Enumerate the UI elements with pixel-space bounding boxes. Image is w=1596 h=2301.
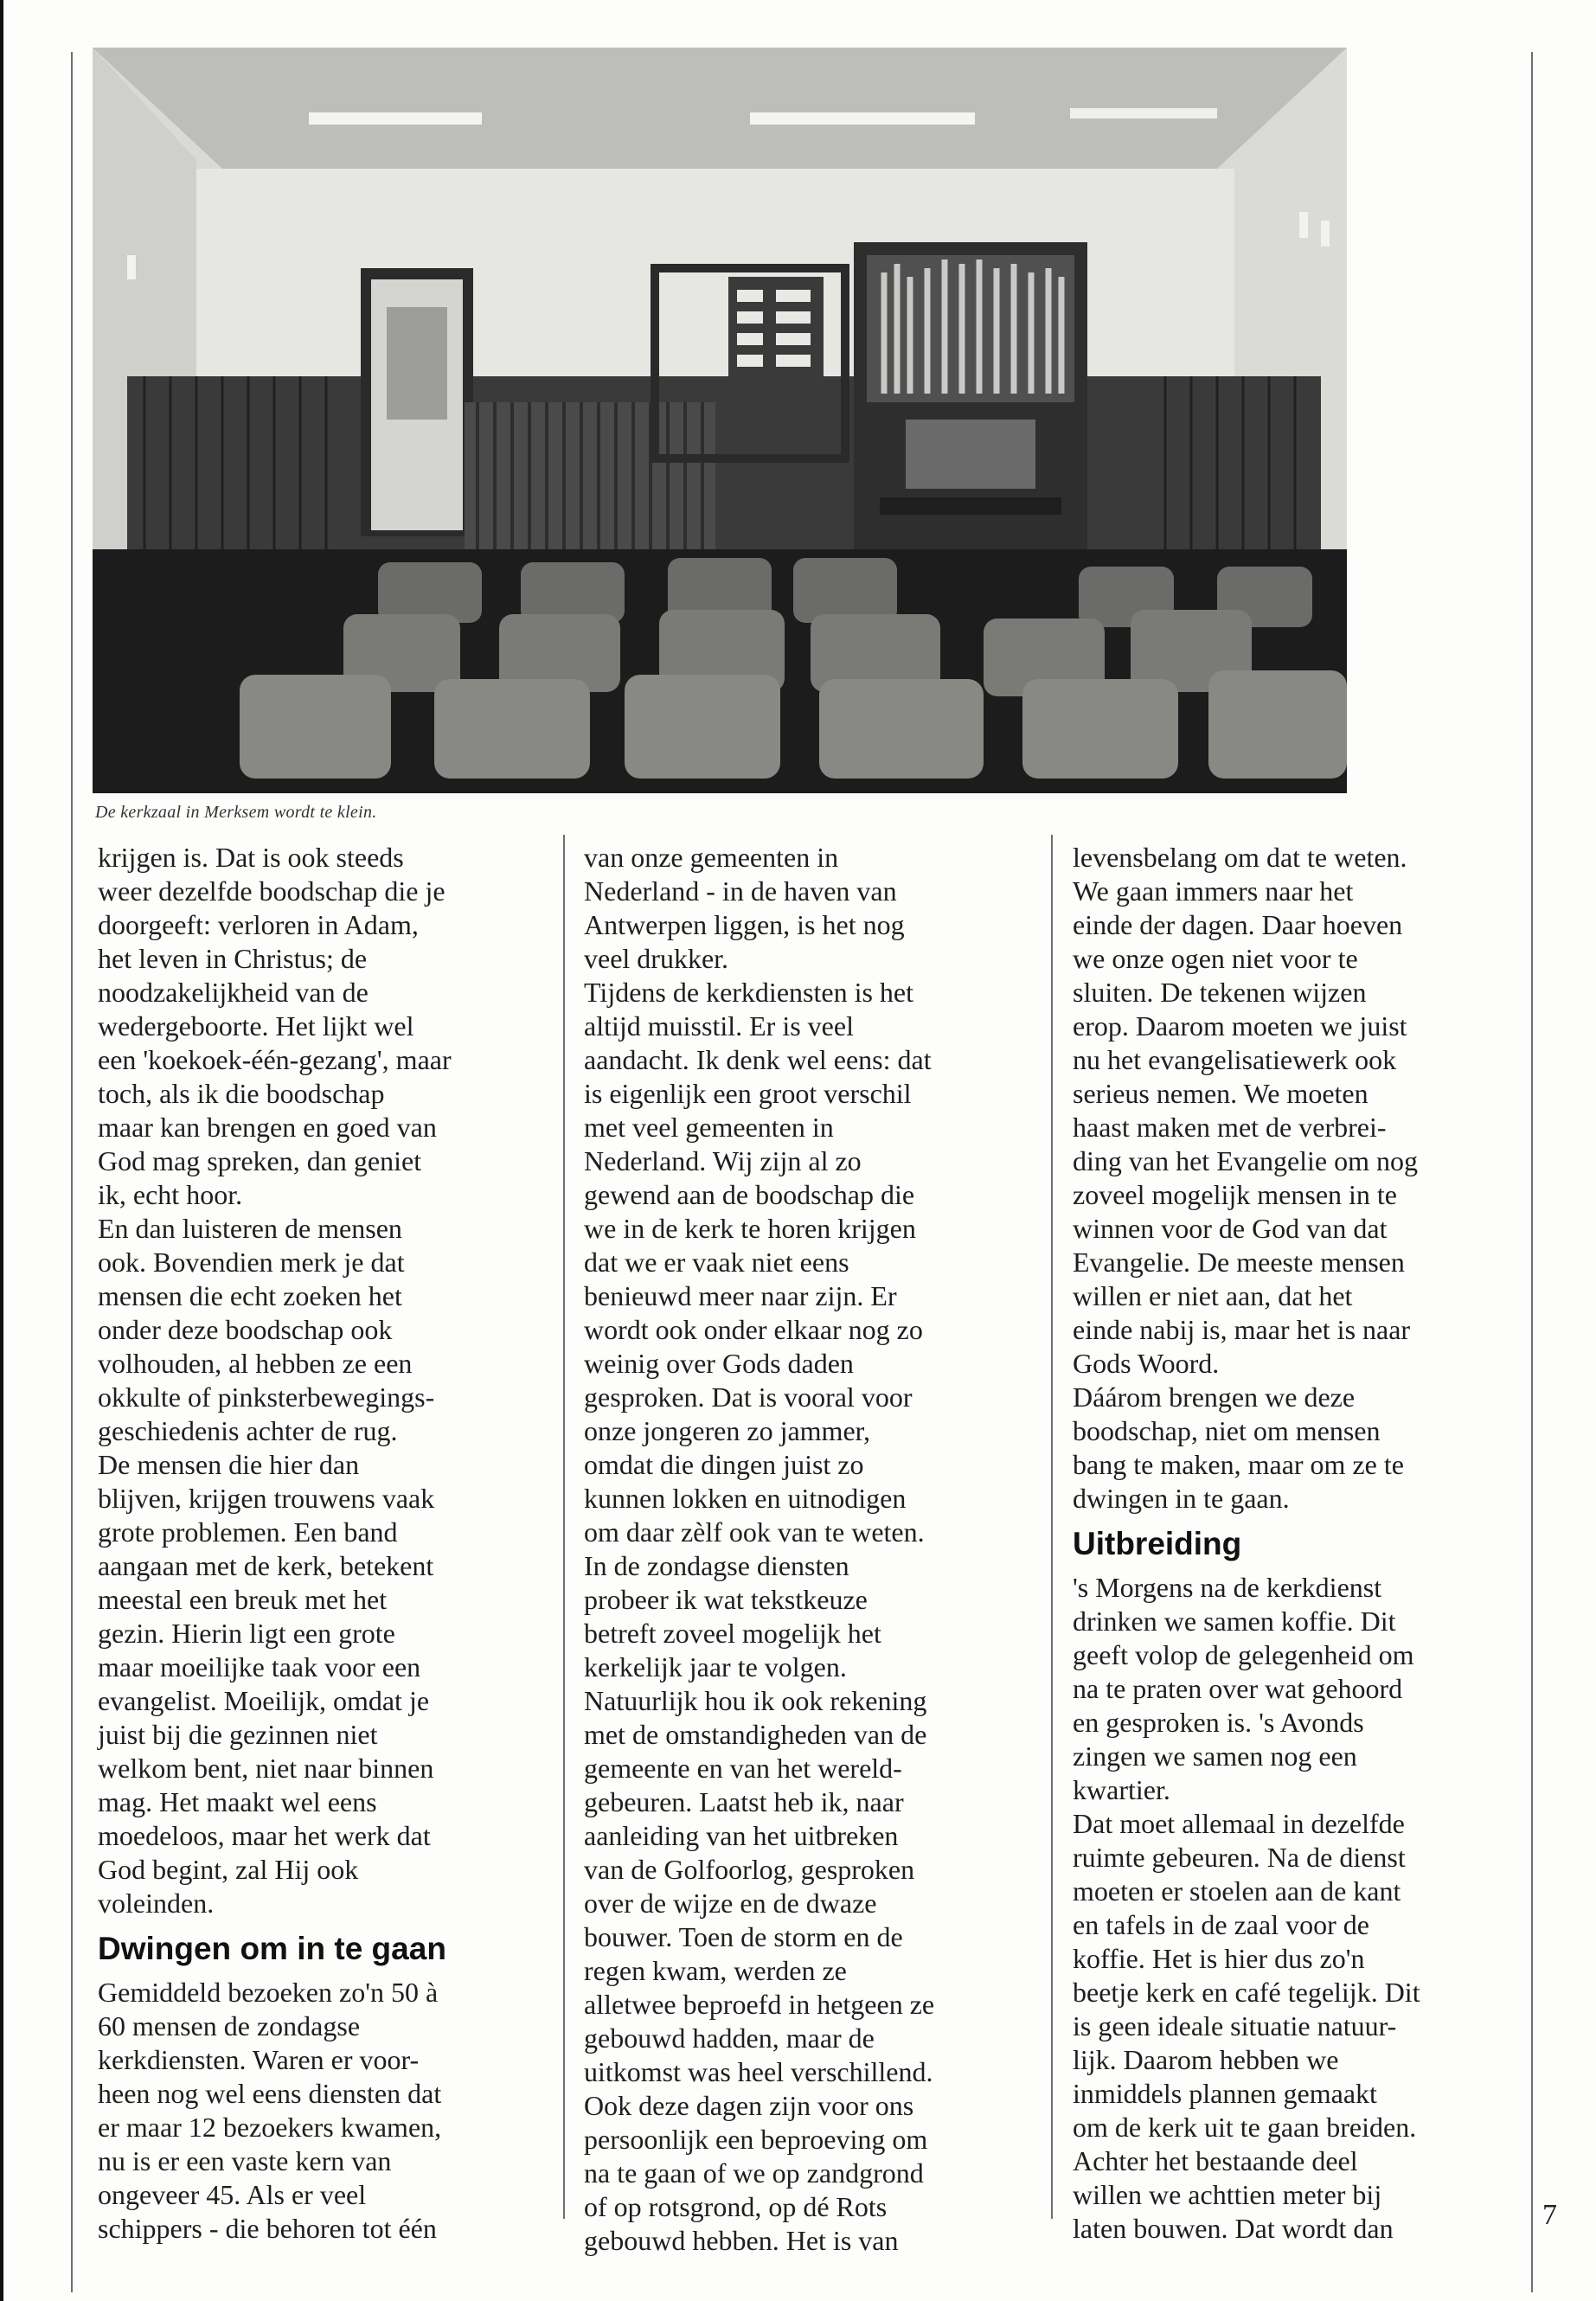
paragraph: levensbelang om dat te weten. We gaan immers naar het einde der dagen. Daar hoeven we onze ogen niet voor te sluiten. De tekenen wijzen erop. Daarom moeten we juist nu het evangelisatiewerk ook serieus nemen. We moeten haast maken met de verbrei- ding van het Evangelie om nog zoveel mogelijk mensen in te winnen voor de God van dat Evangelie. De meeste mensen willen er niet aan, dat het einde nabij is, maar het is naar Gods Woord. [1073,842,1419,1379]
paragraph: De mensen die hier dan blijven, krijgen trouwens vaak grote problemen. Een band aangaan met de kerk, betekent meestal een breuk met het gezin. Hierin ligt een grote maar moeilijke taak voor een evangelist. Moeilijk, omdat je juist bij die gezinnen niet welkom bent, niet naar binnen mag. Het maakt wel eens moedeloos, maar het werk dat God begint, zal Hij ook voleinden. [98,1449,435,1919]
page-number: 7 [1542,2199,1557,2231]
paragraph: van onze gemeenten in Nederland - in de haven van Antwerpen liggen, is het nog veel drukker. [584,842,905,974]
right-column-rule [1531,52,1533,2292]
paragraph: Gemiddeld bezoeken zo'n 50 à 60 mensen de zondagse kerkdiensten. Waren er voor- heen nog wel eens diensten dat er maar 12 bezoekers kwamen, nu is er een vaste kern van ongeveer 45. Als er veel schippers - die behoren tot één [98,1977,442,2244]
paragraph: krijgen is. Dat is ook steeds weer dezelfde boodschap die je doorgeeft: verloren in Adam, het leven in Christus; de noodzakelijkheid van de wedergeboorte. Het lijkt wel een 'koekoek-één-gezang', maar toch, als ik die boodschap maar kan brengen en goed van God mag spreken, dan geniet ik, echt hoor. [98,842,452,1210]
paragraph: Ook deze dagen zijn voor ons persoonlijk een beproeving om na te gaan of we op zandgrond of op rotsgrond, op dé Rots gebouwd hebben. Het is van [584,2090,928,2256]
left-column-rule [71,52,73,2292]
section-heading: Dwingen om in te gaan [98,1931,446,1966]
paragraph: 's Morgens na de kerkdienst drinken we samen koffie. Dit geeft volop de gelegenheid om na te praten over wat gehoord en gesproken is. 's Avonds zingen we samen nog een kwartier. [1073,1572,1414,1805]
column-rule-2 [1051,835,1053,2219]
church-hall-photo [93,48,1347,793]
page-edge-line [0,0,3,2301]
paragraph: Natuurlijk hou ik ook rekening met de omstandigheden van de gemeente en van het wereld- gebeuren. Laatst heb ik, naar aanleiding van het uitbreken van de Golfoorlog, gesproken over de wijze en de dwaze bouwer. Toen de storm en de regen kwam, werden ze alletwee beproefd in hetgeen ze gebouwd hadden, maar de uitkomst was heel verschillend. [584,1685,935,2087]
text-column-3 [1073,841,1522,2246]
paragraph: En dan luisteren de mensen ook. Bovendien merk je dat mensen die echt zoeken het onder deze boodschap ook volhouden, al hebben ze een okkulte of pinksterbewegings- geschiedenis achter de rug. [98,1213,435,1446]
text-column-2 [584,841,1034,2258]
photo-caption: De kerkzaal in Merksem wordt te klein. [95,803,377,822]
column-rule-1 [563,835,565,2219]
paragraph: Tijdens de kerkdiensten is het altijd muisstil. Er is veel aandacht. Ik denk wel eens: dat is eigenlijk een groot verschil met veel gemeenten in Nederland. Wij zijn al zo gewend aan de boodschap die we in de kerk te horen krijgen dat we er vaak niet eens benieuwd meer naar zijn. Er wordt ook onder elkaar nog zo weinig over Gods daden gesproken. Dat is vooral voor onze jongeren zo jammer, omdat die dingen juist zo kunnen lokken en uitnodigen om daar zèlf ook van te weten. [584,977,932,1548]
paragraph: In de zondagse diensten probeer ik wat tekstkeuze betreft zoveel mogelijk het kerkelijk jaar te volgen. [584,1550,881,1682]
paragraph: Dáárom brengen we deze boodschap, niet om mensen bang te maken, maar om ze te dwingen in te gaan. [1073,1381,1404,1514]
text-column-1 [98,841,548,2246]
paragraph: Dat moet allemaal in dezelfde ruimte gebeuren. Na de dienst moeten er stoelen aan de kant en tafels in de zaal voor de koffie. Het is hier dus zo'n beetje kerk en café tegelijk. Dit is geen ideale situatie natuur- lijk. Daarom hebben we inmiddels plannen gemaakt om de kerk uit te gaan breiden. Achter het bestaande deel willen we achttien meter bij laten bouwen. Dat wordt dan [1073,1808,1420,2244]
section-heading: Uitbreiding [1073,1526,1242,1561]
